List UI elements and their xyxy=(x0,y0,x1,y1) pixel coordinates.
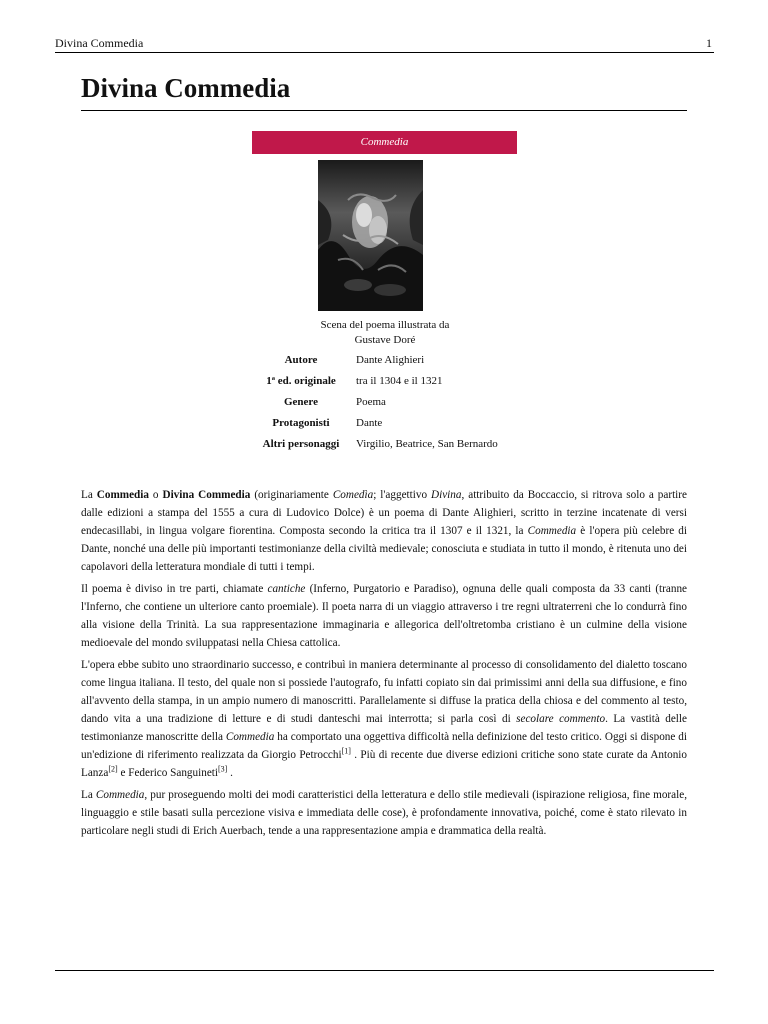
infobox-label: Protagonisti xyxy=(272,417,330,429)
infobox-label: Autore xyxy=(284,354,318,366)
infobox-label: Altri personaggi xyxy=(262,438,340,450)
paragraph-structure: Il poema è diviso in tre parti, chiamate cantiche (Inferno, Purgatorio e Paradiso), ognuna delle quali composta da 33 canti (tranne l'Inferno, che contiene un ulteriore canto proemiale). Il poeta narra di un viaggio attraverso i tre regni ultraterreni che lo condurrà fino alla visione della Trinità. La sua rappresentazione immaginaria e allegorica dell'oltretomba cristiano è un culmine della visione medioevale del mondo sviluppatasi nella Chiesa cattolica. xyxy=(81,583,687,649)
infobox-row xyxy=(252,392,517,413)
image-caption-line: Gustave Doré xyxy=(354,334,416,346)
italic-term: Divina xyxy=(431,489,462,501)
italic-term: Commedia xyxy=(225,731,275,743)
italic-term: Commedia xyxy=(527,525,577,537)
article-body xyxy=(81,486,687,844)
infobox-value: Poema xyxy=(356,396,386,408)
infobox-value: Virgilio, Beatrice, San Bernardo xyxy=(356,438,498,450)
italic-term: cantiche xyxy=(267,583,306,595)
infobox-row xyxy=(252,434,517,455)
infobox-table xyxy=(252,350,517,455)
reference-link[interactable]: [3] xyxy=(218,764,228,774)
italic-term: Commedia xyxy=(95,789,145,801)
image-caption xyxy=(300,318,470,348)
infobox-value: tra il 1304 e il 1321 xyxy=(356,375,443,387)
italic-term: Comedìa xyxy=(332,489,374,501)
dore-engraving-image xyxy=(318,160,423,311)
paragraph-tradition: L'opera ebbe subito uno straordinario successo, e contribuì in maniera determinante al processo di consolidamento del dialetto toscano come lingua italiana. Il testo, del quale non si possiede l'autografo, fu infatti copiato sin dai primissimi anni della sua diffusione, e fino all'avvento della stampa, in un ampio numero di manoscritti. Parallelamente si diffuse la pratica della chiosa e del commento al testo, dando vita a una tradizione di letture e di studi danteschi mai interrotta; si parla così di secolare commento. La vastità delle testimonianze manoscritte della Commedia ha comportato una oggettiva difficoltà nella definizione del testo critico. Oggi si dispone di un'edizione di riferimento realizzata da Giorgio Petrocchi[1] . Più di recente due diverse edizioni critiche sono state curate da Antonio Lanza[2] e Federico Sanguineti[3] . xyxy=(81,659,687,779)
infobox-label: Genere xyxy=(283,396,318,408)
image-caption-line: Scena del poema illustrata da xyxy=(320,319,450,331)
paragraph-style: La Commedia, pur proseguendo molti dei modi caratteristici della letteratura e dello stile medievali (ispirazione religiosa, fine morale, linguaggio e stile basati sulla percezione visiva e immediata delle cose), è profondamente innovativa, poiché, come è stato rilevato in particolare negli studi di Erich Auerbach, tende a una rappresentazione ampia e drammatica della realtà. xyxy=(81,789,687,837)
infobox-label: 1ª ed. originale xyxy=(266,375,336,387)
page-title: Divina Commedia xyxy=(81,70,687,111)
reference-link[interactable]: [1] xyxy=(341,746,351,756)
running-header xyxy=(55,36,714,53)
page-number: 1 xyxy=(706,36,712,50)
italic-term: secolare commento xyxy=(516,713,606,725)
paragraph-intro: La Commedia o Divina Commedia (originariamente Comedìa; l'aggettivo Divina, attribuito da Boccaccio, si ritrova solo a partire dalle edizioni a stampa del 1555 a cura di Ludovico Dolce) è un poema di Dante Alighieri, scritto in terzine incatenate di versi endecasillabi, in lingua volgare fiorentina. Composta secondo la critica tra il 1307 e il 1321, la Commedia è l'opera più celebre di Dante, nonché una delle più importanti testimonianze della civiltà medievale; conosciuta e studiata in tutto il mondo, è ritenuta uno dei capolavori della letteratura mondiale di tutti i tempi. xyxy=(81,489,687,573)
infobox-row xyxy=(252,413,517,434)
bold-term: Commedia xyxy=(96,489,149,501)
reference-link[interactable]: [2] xyxy=(108,764,118,774)
infobox-value: Dante Alighieri xyxy=(356,354,425,366)
running-header-title: Divina Commedia xyxy=(55,36,144,50)
infobox-row xyxy=(252,350,517,371)
footer-rule xyxy=(55,970,714,971)
infobox-value: Dante xyxy=(356,417,383,429)
infobox-header: Commedia xyxy=(252,131,517,154)
bold-term: Divina Commedia xyxy=(162,489,251,501)
infobox-row xyxy=(252,371,517,392)
